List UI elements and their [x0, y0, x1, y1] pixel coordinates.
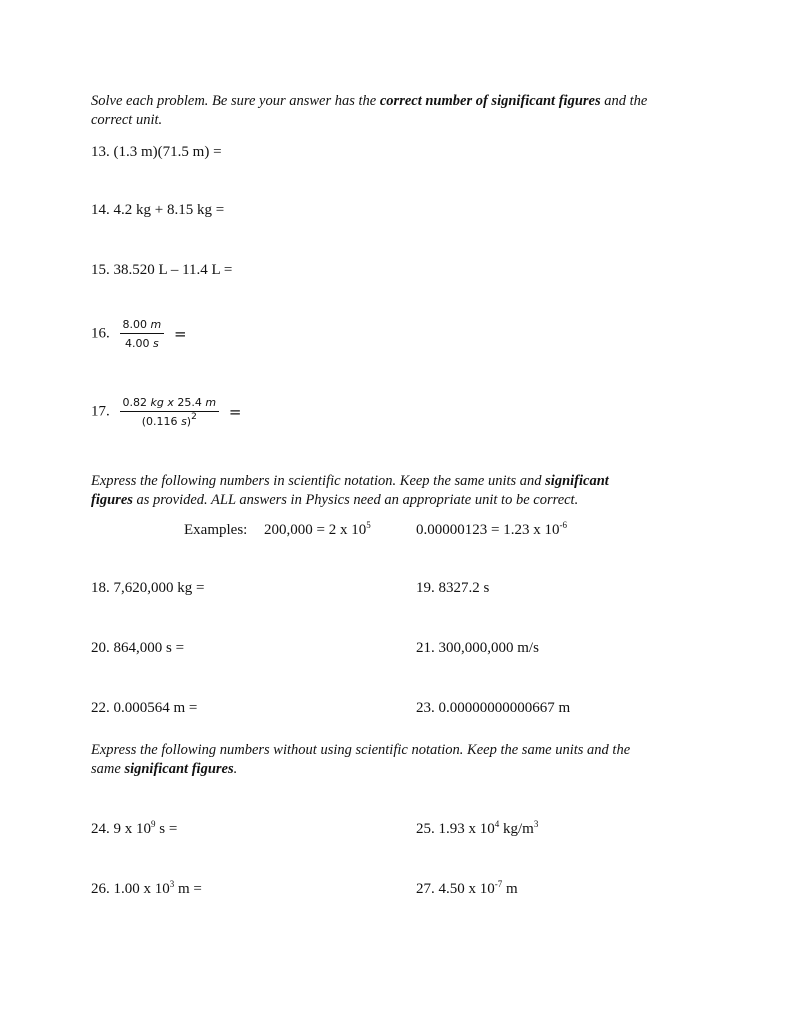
problem-17-label: 17. — [91, 403, 110, 420]
fraction-denominator: 4.00 s — [124, 337, 159, 350]
fraction-denominator: (0.116 s)$^2$ — [141, 412, 197, 428]
section2-instructions — [91, 472, 711, 510]
problem-18: 18. 7,620,000 kg = — [91, 580, 205, 596]
problem-23: 23. 0.00000000000667 m — [416, 700, 571, 716]
problem-15: 15. 38.520 L – 11.4 L = — [91, 262, 233, 278]
section2-line1: Express the following numbers in scientific notation. Keep the same units and — [91, 473, 546, 489]
section3-emphasis: significant figures — [124, 761, 234, 777]
section3-instructions: Express the following numbers without using scientific notation. Keep the same units and the same significant figures. — [91, 742, 631, 777]
section2-emphasis-2: figures — [91, 492, 133, 508]
section3-line1: Express the following numbers without using scientific notation. Keep the same units and the — [91, 742, 631, 758]
problem-21: 21. 300,000,000 m/s — [416, 640, 539, 656]
equals-sign: = — [228, 403, 242, 421]
section1-intro-text: Solve each problem. Be sure your answer has the — [91, 93, 380, 109]
problem-22: 22. 0.000564 m = — [91, 700, 198, 716]
fraction-numerator: 8.00 m — [120, 318, 165, 334]
examples-label: Examples: — [184, 522, 248, 538]
problem-14: 14. 4.2 kg + 8.15 kg = — [91, 202, 225, 218]
section1-intro-emphasis: correct number of significant figures — [379, 93, 601, 109]
problem-13: 13. (1.3 m)(71.5 m) = — [91, 144, 222, 160]
section2-line2: as provided. ALL answers in Physics need an appropriate unit to be correct. — [132, 492, 579, 508]
example-2: 0.00000123 = 1.23 x $10^{-6}$ — [416, 520, 567, 538]
example-1: 200,000 = 2 x $10^5$ — [264, 520, 371, 538]
problem-16-fraction — [120, 318, 165, 350]
problem-17 — [91, 396, 241, 428]
section1-intro-line2: correct unit. — [91, 112, 163, 128]
problem-24: 24. 9 x $10^9$ s = — [91, 819, 178, 837]
problem-16-label: 16. — [91, 325, 110, 342]
problem-16 — [91, 318, 187, 350]
problem-27: 27. 4.50 x $10^{-7}$ m — [416, 879, 518, 897]
fraction-numerator: 0.82 kg x 25.4 m — [120, 396, 220, 412]
problem-19: 19. 8327.2 s — [416, 580, 490, 596]
problem-17-fraction — [120, 396, 220, 428]
equals-sign: = — [173, 325, 187, 343]
problem-25: 25. 1.93 x $10^4$ $kg/m^3$ — [416, 819, 539, 837]
section2-emphasis-1: significant — [545, 473, 609, 489]
section1-intro-tail: and the — [600, 93, 648, 109]
problem-20: 20. 864,000 s = — [91, 640, 185, 656]
problem-26: 26. 1.00 x $10^3$ m = — [91, 879, 202, 897]
section1-instructions — [91, 92, 711, 130]
section3-line2: same — [91, 761, 125, 777]
